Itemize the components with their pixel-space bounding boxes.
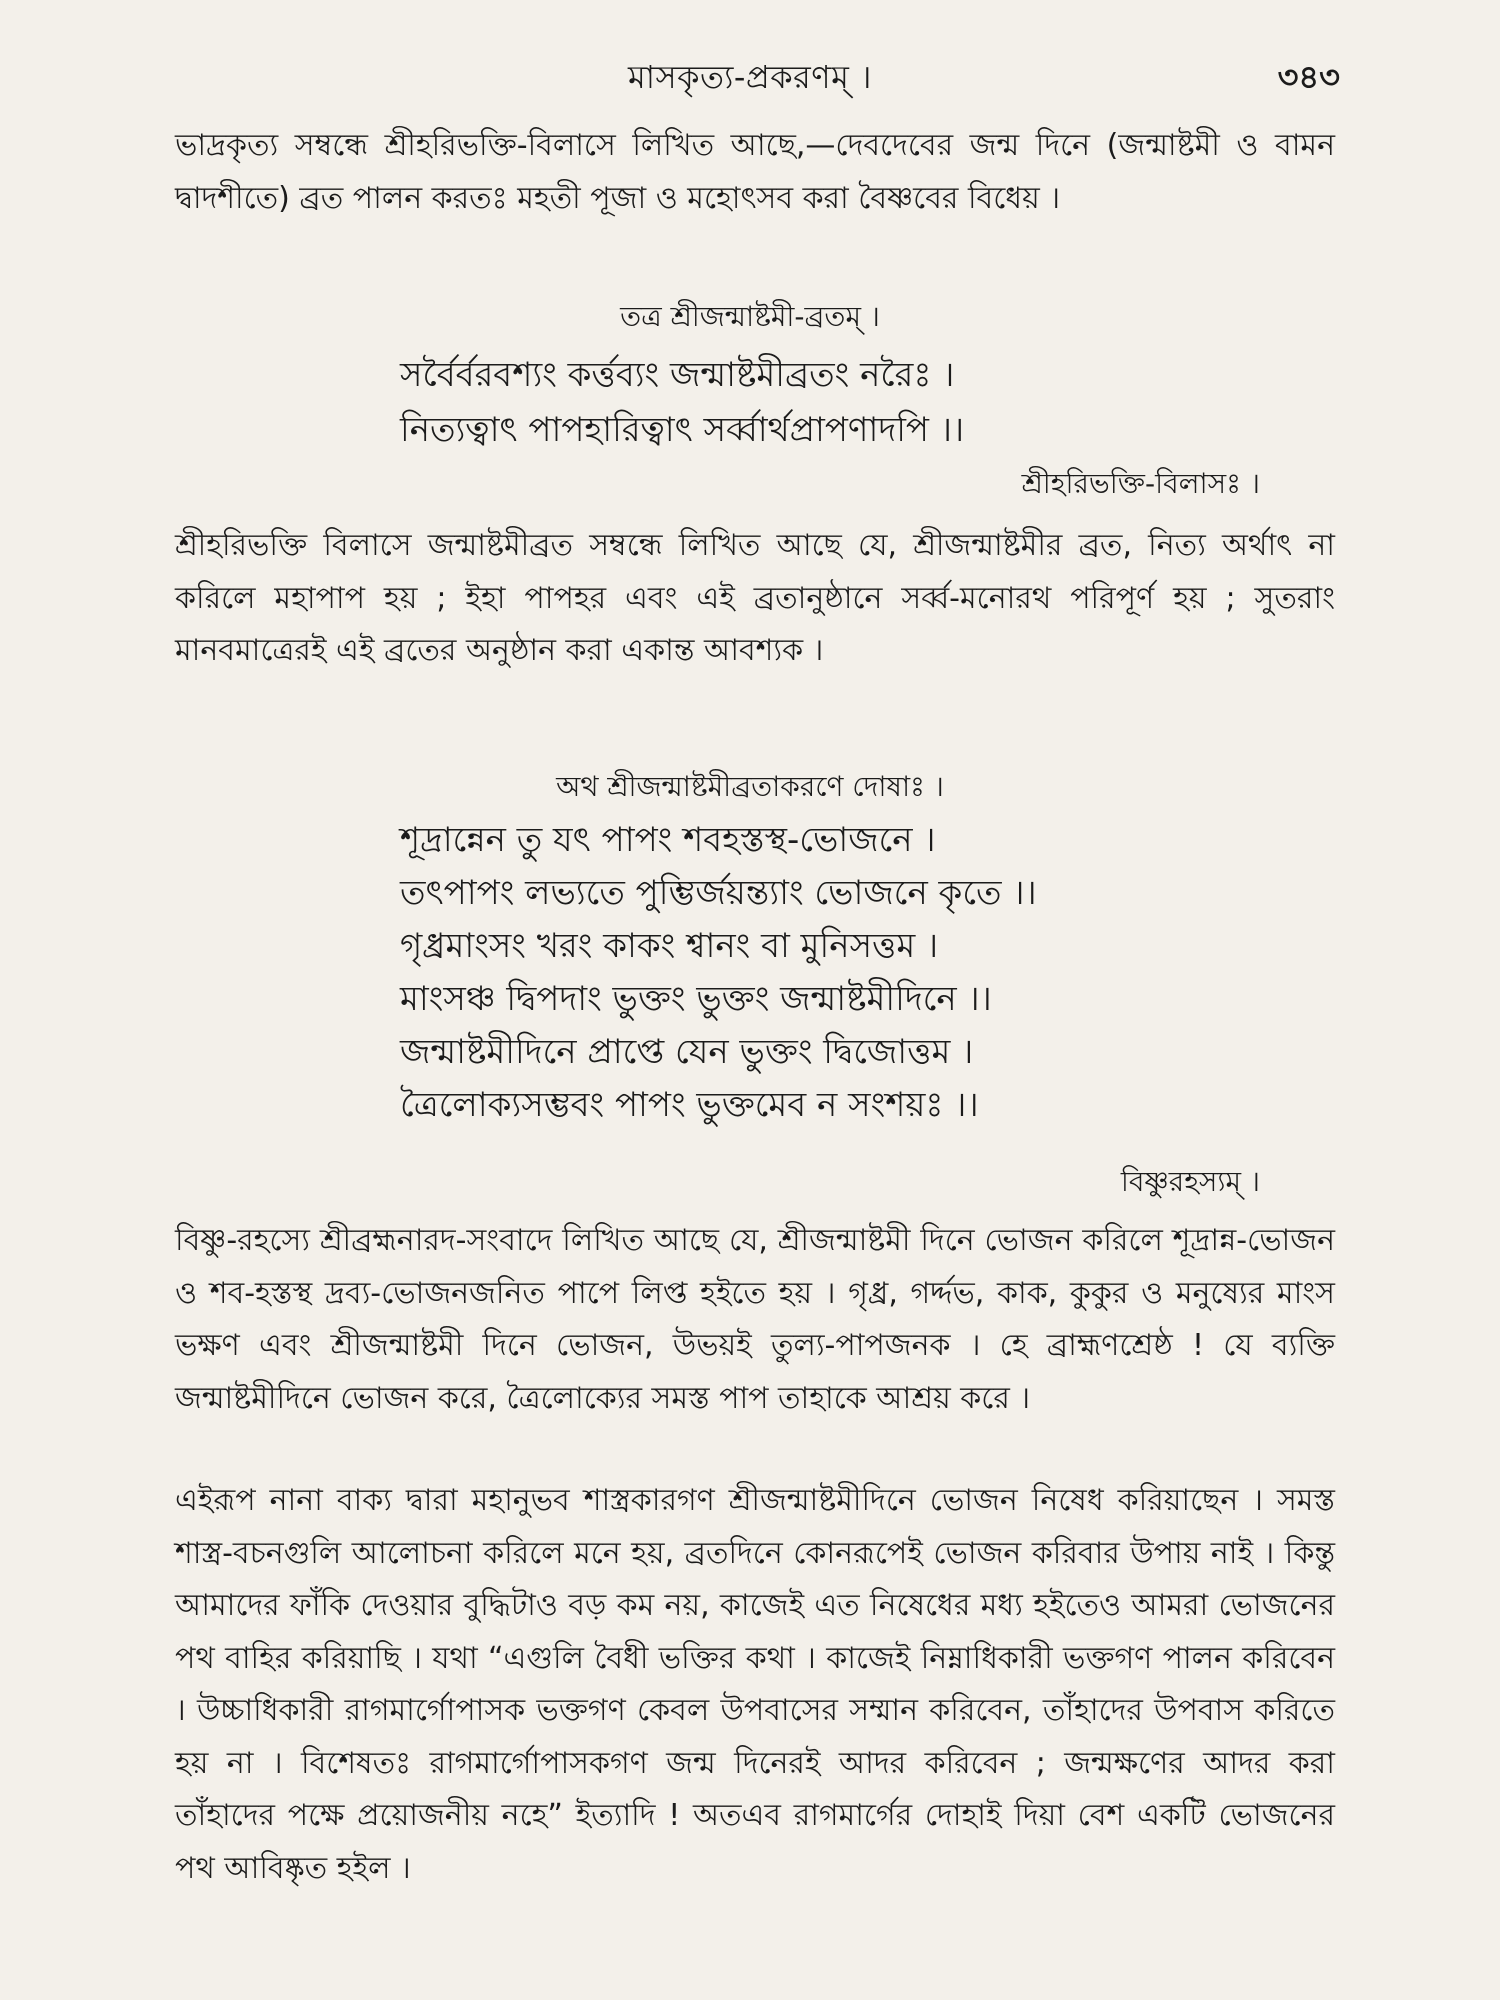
verse-line: তৎপাপং লভ্যতে পুম্ভির্জয়ন্ত্যাং ভোজনে কৃতে ।।	[400, 873, 1037, 913]
paragraph-bhadra-kritya: ভাদ্রকৃত্য সম্বন্ধে শ্রীহরিভক্তি-বিলাসে লিখিত আছে,—দেবদেবের জন্ম দিনে (জন্মাষ্টমী ও বামন দ্বাদশীতে) ব্রত পালন করতঃ মহতী পূজা ও মহোৎসব করা বৈষ্ণবের বিধেয় ।	[175, 128, 1335, 216]
verse-line: জন্মাষ্টমীদিনে প্রাপ্তে যেন ভুক্তং দ্বিজোত্তম ।	[400, 1032, 974, 1072]
running-header-title: মাসকৃত্য-প্রকরণম্ ।	[627, 58, 873, 96]
section-heading-vrata-dosha: অথ শ্রীজন্মাষ্টমীব্রতাকরণে দোষাঃ ।	[556, 770, 944, 803]
verse-line: মাংসঞ্চ দ্বিপদাং ভুক্তং ভুক্তং জন্মাষ্টমীদিনে ।।	[400, 979, 992, 1019]
verse-line: গৃধ্রমাংসং খরং কাকং শ্বানং বা মুনিসত্তম ।	[400, 926, 939, 966]
verse-source: শ্রীহরিভক্তি-বিলাসঃ ।	[1021, 467, 1260, 500]
verse-line: সর্বৈর্বরবশ্যং কর্ত্তব্যং জন্মাষ্টমীব্রতং নরৈঃ ।	[400, 355, 955, 395]
paragraph-haribhakti-vilasa: শ্রীহরিভক্তি বিলাসে জন্মাষ্টমীব্রত সম্বন্ধে লিখিত আছে যে, শ্রীজন্মাষ্টমীর ব্রত, নিত্য অর্থাৎ না করিলে মহাপাপ হয় ; ইহা পাপহর এবং এই ব্রতানুষ্ঠানে সর্ব্ব-মনোরথ পরিপূর্ণ হয় ; সুতরাং মানবমাত্রেরই এই ব্রতের অনুষ্ঠান করা একান্ত আবশ্যক ।	[175, 528, 1335, 668]
page-number: ৩৪৩	[1277, 58, 1340, 96]
verse-line: শূদ্রান্নেন তু যৎ পাপং শবহস্তস্থ-ভোজনে ।	[400, 820, 936, 860]
verse-line: নিত্যত্বাৎ পাপহারিত্বাৎ সর্ব্বার্থপ্রাপণাদপি ।।	[400, 410, 965, 450]
paragraph-vishnu-rahasya: বিষ্ণু-রহস্যে শ্রীব্রহ্মনারদ-সংবাদে লিখিত আছে যে, শ্রীজন্মাষ্টমী দিনে ভোজন করিলে শূদ্রান্ন-ভোজন ও শব-হস্তস্থ দ্রব্য-ভোজনজনিত পাপে লিপ্ত হইতে হয় । গৃধ্র, গর্দ্দভ, কাক, কুকুর ও মনুষ্যের মাংস ভক্ষণ এবং শ্রীজন্মাষ্টমী দিনে ভোজন, উভয়ই তুল্য-পাপজনক । হে ব্রাহ্মণশ্রেষ্ঠ ! যে ব্যক্তি জন্মাষ্টমীদিনে ভোজন করে, ত্রৈলোক্যের সমস্ত পাপ তাহাকে আশ্রয় করে ।	[175, 1223, 1335, 1416]
verse-line: ত্রৈলোক্যসম্ভবং পাপং ভুক্তমেব ন সংশয়ঃ ।।	[400, 1085, 979, 1125]
paragraph-conclusion: এইরূপ নানা বাক্য দ্বারা মহানুভব শাস্ত্রকারগণ শ্রীজন্মাষ্টমীদিনে ভোজন নিষেধ করিয়াছেন । সমস্ত শাস্ত্র-বচনগুলি আলোচনা করিলে মনে হয়, ব্রতদিনে কোনরূপেই ভোজন করিবার উপায় নাই । কিন্তু আমাদের ফাঁকি দেওয়ার বুদ্ধিটাও বড় কম নয়, কাজেই এত নিষেধের মধ্য হইতেও আমরা ভোজনের পথ বাহির করিয়াছি । যথা “এগুলি বৈধী ভক্তির কথা । কাজেই নিম্নাধিকারী ভক্তগণ পালন করিবেন । উচ্চাধিকারী রাগমার্গোপাসক ভক্তগণ কেবল উপবাসের সম্মান করিবেন, তাঁহাদের উপবাস করিতে হয় না । বিশেষতঃ রাগমার্গোপাসকগণ জন্ম দিনেরই আদর করিবেন ; জন্মক্ষণের আদর করা তাঁহাদের পক্ষে প্রয়োজনীয় নহে” ইত্যাদি ! অতএব রাগমার্গের দোহাই দিয়া বেশ একটি ভোজনের পথ আবিষ্কৃত হইল ।	[175, 1483, 1336, 1886]
section-heading-janmashtami-vrata: তত্র শ্রীজন্মাষ্টমী-ব্রতম্ ।	[620, 300, 880, 333]
verse-source: বিষ্ণুরহস্যম্ ।	[1120, 1165, 1260, 1198]
